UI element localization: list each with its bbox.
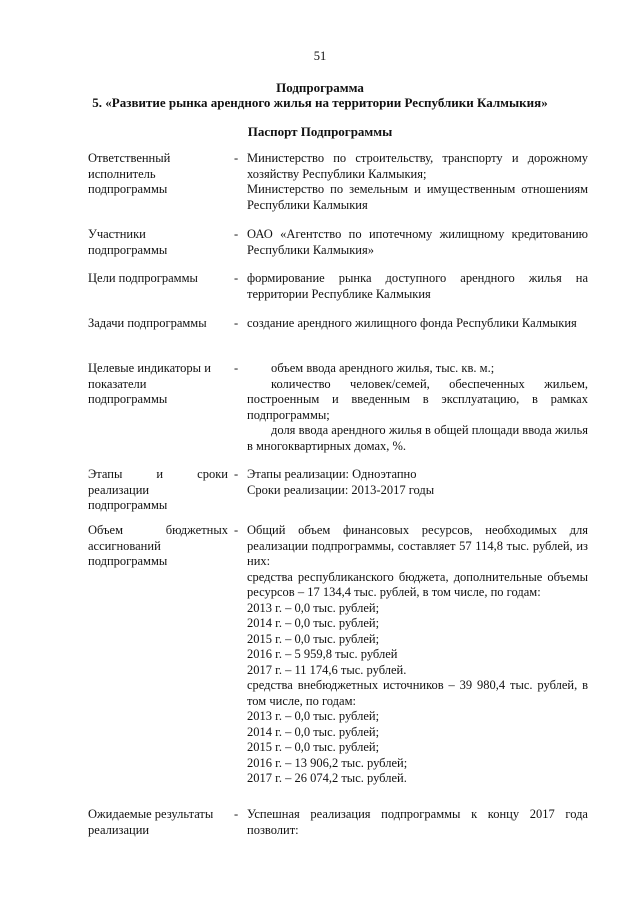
budget-year-line: 2015 г. – 0,0 тыс. рублей; [247,631,380,646]
row-content [247,316,588,332]
budget-year-line: 2016 г. – 5 959,8 тыс. рублей [247,647,398,661]
label-line: подпрограммы [88,182,168,196]
content-paragraph: доля ввода арендного жилья в общей площади ввода жилья в многоквартирных домах, %. [247,423,588,453]
row-label [88,361,228,408]
label-line: подпрограммы [88,498,168,512]
content-paragraph: Успешная реализация подпрограммы к концу 2017 года позволит: [247,807,588,837]
content-paragraph: Общий объем финансовых ресурсов, необходимых для реализации подпрограммы, составляет 57 114,8 тыс. рублей, из них: [247,523,588,568]
row-dash: - [234,523,239,537]
row-content [247,523,588,787]
content-paragraph: Этапы реализации: Одноэтапно [247,467,417,481]
budget-year-line: 2013 г. – 0,0 тыс. рублей; [247,709,380,723]
row-dash: - [234,467,239,481]
row-content [247,151,588,213]
budget-year-line: 2016 г. – 13 906,2 тыс. рублей; [247,755,408,770]
content-paragraph: Министерство по строительству, транспорту и дорожному хозяйству Республики Калмыкия; [247,151,588,181]
label-line: Этапы и сроки [88,467,228,481]
row-content [247,467,588,498]
label-line: реализации [88,482,150,497]
row-label [88,316,228,332]
label-line: подпрограммы [88,242,168,257]
row-content [247,271,588,302]
label-line: Целевые индикаторы и [88,361,211,375]
row-dash: - [234,316,239,330]
row-dash: - [234,151,239,165]
row-label [88,523,228,570]
label-line: исполнитель [88,166,156,181]
budget-year-line: 2013 г. – 0,0 тыс. рублей; [247,600,380,615]
row-content [247,807,588,838]
label-line: Задачи подпрограммы [88,316,207,330]
row-label [88,151,228,198]
budget-year-line: 2015 г. – 0,0 тыс. рублей; [247,740,380,754]
label-line: подпрограммы [88,554,168,568]
budget-year-line: 2017 г. – 26 074,2 тыс. рублей. [247,771,407,785]
content-paragraph: создание арендного жилищного фонда Республики Калмыкия [247,316,577,330]
content-paragraph: количество человек/семей, обеспеченных жильем, построенным и введенным в эксплуатацию, в рамках подпрограммы; [247,376,588,422]
label-line: подпрограммы [88,392,168,406]
row-label [88,227,228,258]
label-line: ассигнований [88,538,161,553]
content-paragraph: объем ввода арендного жилья, тыс. кв. м.; [271,361,495,375]
content-paragraph: формирование рынка доступного арендного жилья на территории Республике Калмыкия [247,271,588,301]
content-paragraph: средства внебюджетных источников – 39 980,4 тыс. рублей, в том числе, по годам: [247,678,588,708]
label-line: Цели подпрограммы [88,271,198,285]
budget-year-line: 2017 г. – 11 174,6 тыс. рублей. [247,662,407,677]
label-line: Ответственный [88,151,171,165]
row-label [88,467,228,514]
label-line: реализации [88,822,150,837]
content-paragraph: Министерство по земельным и имущественным отношениям Республики Калмыкия [247,182,588,212]
subprogram-title: 5. «Развитие рынка арендного жилья на территории Республики Калмыкия» [92,95,548,110]
row-content [247,227,588,258]
budget-year-line: 2014 г. – 0,0 тыс. рублей; [247,616,380,630]
row-dash: - [234,227,239,241]
page-number: 51 [313,49,327,63]
row-label [88,807,228,838]
passport-title: Паспорт Подпрограммы [247,124,393,139]
label-line: Ожидаемые результаты [88,807,214,821]
label-line: показатели [88,376,147,391]
subprogram-heading: Подпрограмма [276,80,364,95]
row-dash: - [234,807,239,821]
row-content [247,361,588,454]
label-line: Участники [88,227,146,241]
content-paragraph: Сроки реализации: 2013-2017 годы [247,482,435,497]
row-dash: - [234,361,239,375]
content-paragraph: средства республиканского бюджета, дополнительные объемы ресурсов – 17 134,4 тыс. рублей, в том числе, по годам: [247,569,588,599]
budget-year-line: 2014 г. – 0,0 тыс. рублей; [247,724,380,739]
row-dash: - [234,271,239,285]
row-label [88,271,228,287]
label-line: Объем бюджетных [88,523,228,537]
content-paragraph: ОАО «Агентство по ипотечному жилищному кредитованию Республики Калмыкия» [247,227,588,257]
